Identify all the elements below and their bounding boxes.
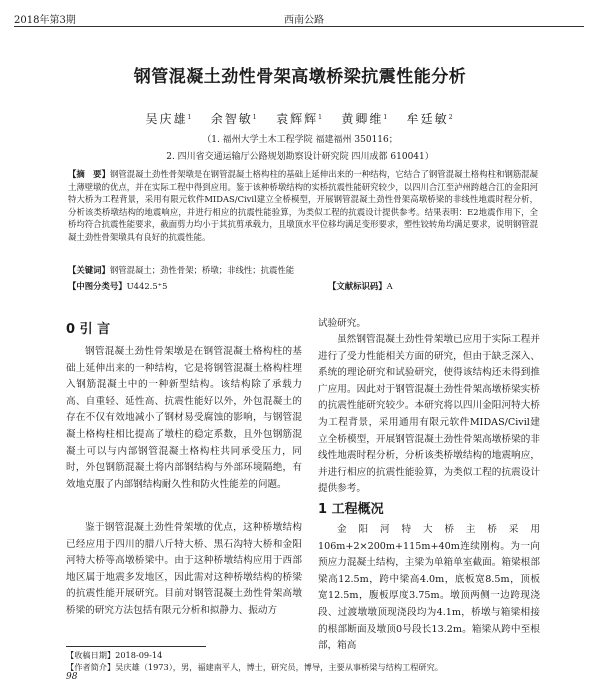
running-header <box>14 10 584 27</box>
author-name: 袁辉辉 <box>276 112 319 126</box>
author-affil-mark: 1 <box>318 114 324 121</box>
paragraph-text: 鉴于钢管混凝土劲性骨架墩的优点，这种桥墩结构已经应用于四川的腊八斤特大桥、黑石沟特大桥和金阳河特大桥等高墩桥梁中。由于这种桥墩结构应用于西部地区属于地震多发地区，因此需对这种桥墩结构的桥梁的抗震性能开展研究。目前对钢管混凝土劲性骨架高墩桥梁的研究方法包括有限元分析和拟静力、振动方 <box>66 522 302 616</box>
affiliation-2: 2. 四川省交通运输厅公路规划勘察设计研究院 四川成都 610041） <box>166 152 434 162</box>
author-affil-mark: 1 <box>383 114 390 121</box>
author-name: 吴庆雄 <box>145 112 188 126</box>
clc-label: 【中图分类号】 <box>68 281 127 291</box>
author-name: 黄卿维 <box>341 112 384 126</box>
section-0-para-3 <box>318 316 540 333</box>
keywords-text: 钢管混凝土；劲性骨架；桥墩；非线性；抗震性能 <box>109 265 295 275</box>
received-date: 【收稿日期】2018-09-14 <box>66 650 163 660</box>
paragraph-text: 钢管混凝土劲性骨架墩是在钢管混凝土格构柱的基础上延伸出来的一种结构，它是将钢管混凝土格构柱埋入钢筋混凝土中的一种新型结构。该结构除了承载力高、自重轻、延性高、抗震性能好以外，外包混凝土的存在不仅有效地减小了钢材易受腐蚀的影响，与钢管混凝土格构柱相比提高了墩柱的稳定系数，且外包钢筋混凝土可以与内部钢管混凝土格构柱共同承受压力，同时，外包钢筋混凝土将内部钢结构与外部环境隔绝，有效地克服了内部钢结构耐久性和防火性能差的问题。 <box>66 346 302 490</box>
section-0-heading: 0 引 言 <box>66 322 111 337</box>
section-0-para-2 <box>66 520 302 638</box>
author-name: 余智敏 <box>210 112 253 126</box>
section-1-heading: 1 工程概况 <box>318 502 384 517</box>
keywords <box>68 264 538 276</box>
doc-code-label: 【文献标识码】 <box>328 281 387 291</box>
section-0-para-1 <box>66 344 302 522</box>
paragraph-text: 试验研究。 <box>318 318 366 329</box>
author-affil-mark: 1 <box>187 114 194 121</box>
author-intro: 【作者简介】吴庆雄（1973），男，福建南平人，博士，研究员，博导，主要从事桥梁与结构工程研究。 <box>66 662 443 672</box>
paragraph-text: 金阳河特大桥主桥采用106m+2×200m+115m+40m连续刚构。为一向预应力混凝土结构，主梁为单箱单室截面。箱梁根部梁高12.5m，跨中梁高4.0m，底板宽8.5m，顶板宽12.5m，腹板厚度3.75m。墩顶两侧一边跨现浇段、过渡墩墩顶现浇段均为4.1m，桥墩与箱梁相接的根部断面及墩顶0号段长13.2m。箱梁从跨中至根部，箱高 <box>318 524 540 652</box>
clc-code: U442.5⁺5 <box>126 281 168 291</box>
abstract-text: 钢管混凝土劲性骨架墩是在钢管混凝土格构柱的基础上延伸出来的一种结构，它结合了钢管混凝土格构柱和钢筋混凝土薄壁墩的优点，并在实际工程中得到应用。鉴于该种桥墩结构的实桥抗震性能研究较少，以四川合江至泸州跨越合江的金阳河特大桥为工程背景，采用有限元软件MIDAS/Civil建立全桥模型，开展钢管混凝土劲性骨架高墩桥梁的非线性地震时程分析，分析该类桥墩结构的地震响应，并进行相应的抗震性能验算，为类似工程的抗震设计提供参考。结果表明：E2地震作用下，全桥均符合抗震性能要求，截面剪力均小于其抗剪承载力，且墩顶水平位移均满足变形要求，塑性铰转角均满足要求，说明钢管混凝土劲性骨架墩具有良好的抗震性能。 <box>68 169 538 242</box>
abstract <box>68 168 538 244</box>
section-0-para-4 <box>318 332 540 495</box>
footnote-divider <box>66 646 206 647</box>
classification-row <box>68 280 538 292</box>
page-number: 98 <box>66 672 78 682</box>
author-affil-mark: 2 <box>448 114 455 121</box>
affiliation-1: （1. 福州大学土木工程学院 福建福州 350116； <box>202 135 398 145</box>
author-name: 牟廷敏 <box>406 112 449 126</box>
issue-label: 2018年第3期 <box>14 15 76 26</box>
author-list <box>0 110 600 127</box>
paragraph-text: 虽然钢管混凝土劲性骨架墩已应用于实际工程并进行了受力性能相关方面的研究，但由于缺乏深入、系统的理论研究和试验研究，使得该结构还未得到推广应用。因此对于钢管混凝土劲性骨架高墩桥梁实桥的抗震性能研究较少。本研究将以四川金阳河特大桥为工程背景，采用通用有限元软件MIDAS/Civil建立全桥模型，开展钢管混凝土劲性骨架高墩桥梁的非线性地震时程分析，分析该类桥墩结构的地震响应，并进行相应的抗震性能验算，为类似工程的抗震设计提供参考。 <box>318 334 540 495</box>
keywords-label: 【关键词】 <box>68 265 110 275</box>
abstract-label: 【摘 要】 <box>68 169 110 179</box>
section-1-para-1 <box>318 522 540 652</box>
doc-code <box>328 280 393 292</box>
journal-name: 西南公路 <box>284 15 324 26</box>
doc-code-value: A <box>386 281 393 291</box>
paper-title: 钢管混凝土劲性骨架高墩桥梁抗震性能分析 <box>133 67 467 87</box>
author-affil-mark: 1 <box>252 114 259 121</box>
